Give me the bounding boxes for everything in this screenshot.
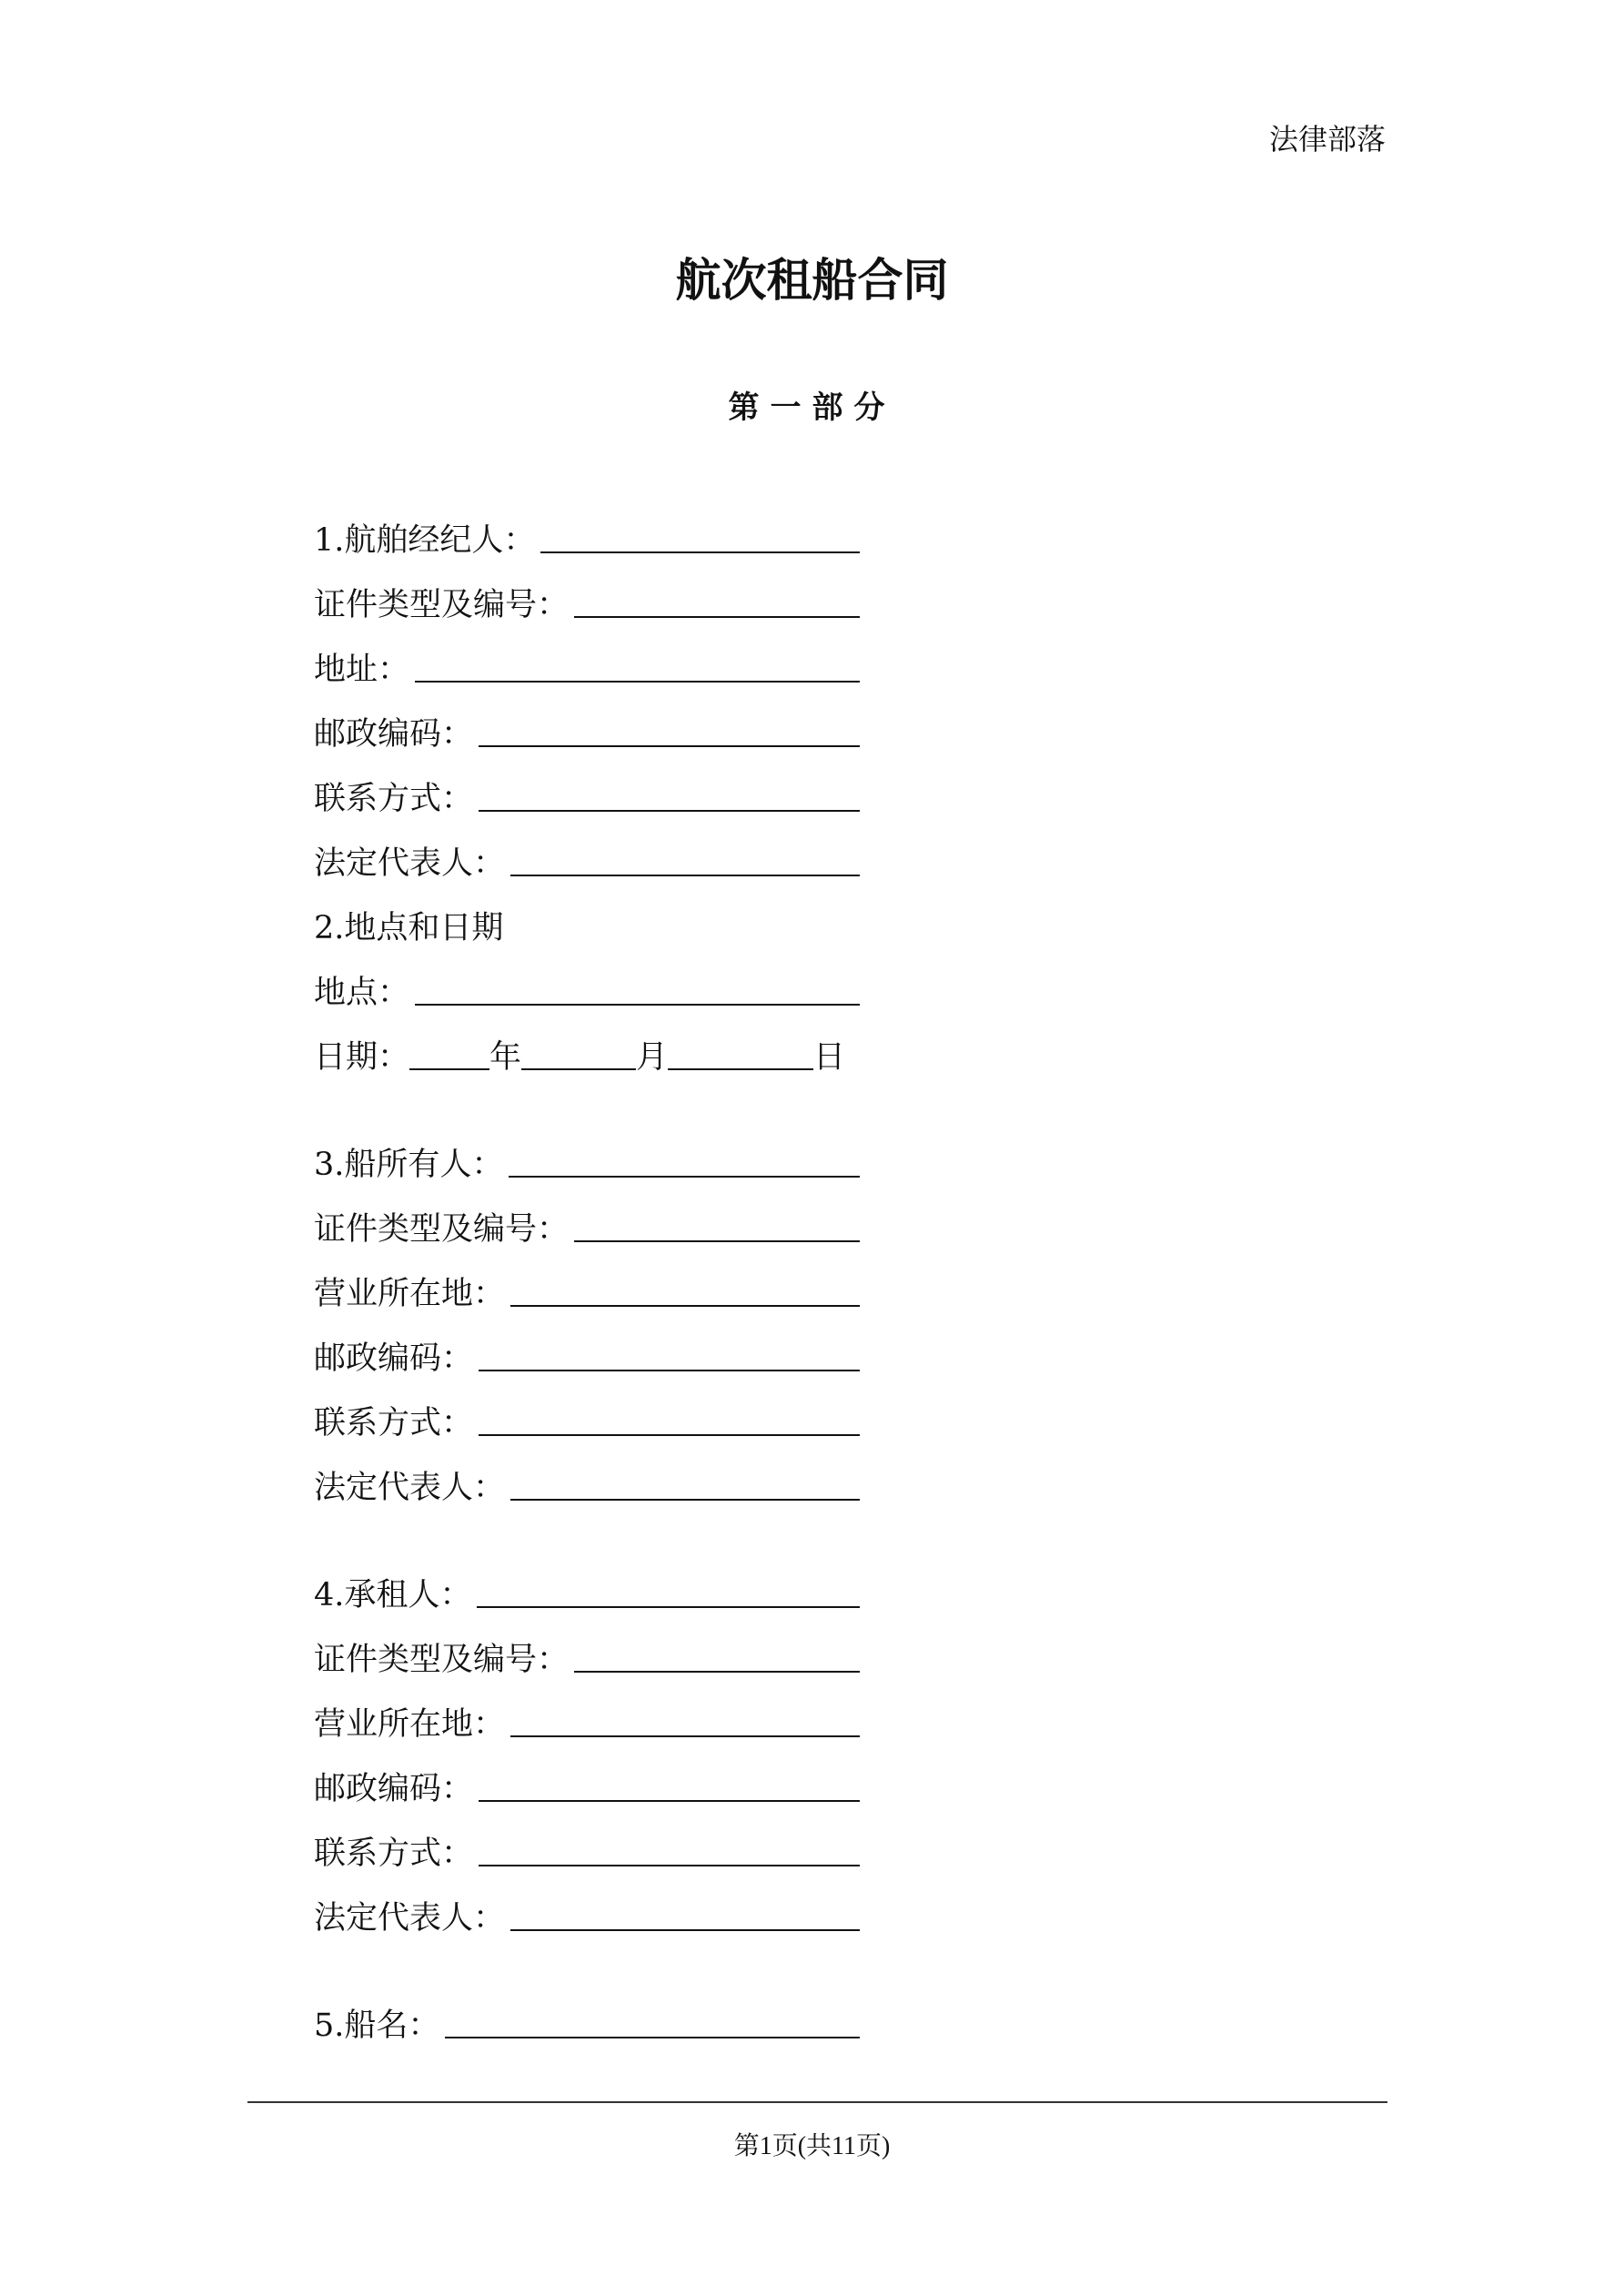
charterer-postcode-row <box>314 1745 860 1809</box>
broker-id-blank[interactable] <box>574 616 860 618</box>
broker-rep-blank[interactable] <box>510 875 860 876</box>
contract-form <box>314 496 860 2046</box>
year-label: 年 <box>489 1039 522 1076</box>
charterer-rep-blank[interactable] <box>510 1929 860 1931</box>
ship-name-blank[interactable] <box>445 2037 860 2038</box>
owner-postcode-row <box>314 1314 860 1379</box>
date-label: 日期： <box>314 1039 410 1076</box>
owner-address-row <box>314 1249 860 1314</box>
owner-id-row <box>314 1185 860 1249</box>
document-title: 航次租船合同 <box>675 254 949 307</box>
charterer-blank[interactable] <box>477 1606 860 1608</box>
header-brand: 法律部落 <box>1268 122 1386 157</box>
charterer-id-label: 证件类型及编号： <box>314 1642 570 1678</box>
page-number: 第1页(共11页) <box>733 2132 891 2160</box>
broker-rep-label: 法定代表人： <box>314 845 506 882</box>
broker-postcode-row <box>314 690 860 754</box>
charterer-rep-row <box>314 1874 860 1938</box>
month-label: 月 <box>636 1039 669 1076</box>
ship-name-row <box>314 1981 860 2046</box>
day-label: 日 <box>813 1039 846 1076</box>
broker-contact-row <box>314 754 860 819</box>
owner-rep-label: 法定代表人： <box>314 1470 506 1506</box>
owner-row <box>314 1120 860 1185</box>
broker-row <box>314 496 860 561</box>
broker-address-row <box>314 625 860 690</box>
charterer-address-label: 营业所在地： <box>314 1706 506 1743</box>
broker-rep-row <box>314 819 860 884</box>
owner-contact-label: 联系方式： <box>314 1405 474 1441</box>
owner-rep-blank[interactable] <box>510 1499 860 1501</box>
owner-postcode-label: 邮政编码： <box>314 1340 474 1377</box>
date-row <box>314 1013 860 1077</box>
charterer-contact-label: 联系方式： <box>314 1836 474 1872</box>
charterer-contact-blank[interactable] <box>479 1865 860 1866</box>
month-blank[interactable] <box>521 1068 636 1070</box>
place-date-heading-row <box>314 884 860 948</box>
charterer-label: 4.承租人： <box>314 1577 472 1613</box>
place-label: 地点： <box>314 975 410 1011</box>
place-date-heading: 2.地点和日期 <box>314 910 504 946</box>
broker-contact-label: 联系方式： <box>314 781 474 817</box>
owner-id-blank[interactable] <box>574 1240 860 1242</box>
year-blank[interactable] <box>409 1068 489 1070</box>
owner-address-blank[interactable] <box>510 1305 860 1307</box>
ship-name-label: 5.船名： <box>314 2008 440 2044</box>
charterer-contact-row <box>314 1809 860 1874</box>
part-title: 第一部分 <box>728 389 896 426</box>
charterer-address-blank[interactable] <box>510 1735 860 1737</box>
owner-address-label: 营业所在地： <box>314 1276 506 1312</box>
place-row <box>314 948 860 1013</box>
place-blank[interactable] <box>415 1004 860 1006</box>
broker-postcode-label: 邮政编码： <box>314 716 474 753</box>
charterer-postcode-blank[interactable] <box>479 1800 860 1802</box>
footer-divider <box>247 2101 1387 2103</box>
charterer-address-row <box>314 1680 860 1745</box>
charterer-row <box>314 1551 860 1615</box>
broker-id-label: 证件类型及编号： <box>314 587 570 623</box>
broker-id-row <box>314 561 860 625</box>
owner-id-label: 证件类型及编号： <box>314 1211 570 1248</box>
charterer-postcode-label: 邮政编码： <box>314 1771 474 1807</box>
broker-contact-blank[interactable] <box>479 810 860 812</box>
owner-contact-row <box>314 1379 860 1443</box>
broker-label: 1.航舶经纪人： <box>314 522 536 559</box>
owner-blank[interactable] <box>509 1176 860 1178</box>
broker-address-blank[interactable] <box>415 681 860 683</box>
charterer-id-blank[interactable] <box>574 1671 860 1673</box>
owner-label: 3.船所有人： <box>314 1147 504 1183</box>
broker-postcode-blank[interactable] <box>479 745 860 747</box>
owner-postcode-blank[interactable] <box>479 1370 860 1371</box>
broker-address-label: 地址： <box>314 652 410 688</box>
owner-contact-blank[interactable] <box>479 1434 860 1436</box>
charterer-id-row <box>314 1615 860 1680</box>
owner-rep-row <box>314 1443 860 1508</box>
broker-blank[interactable] <box>540 551 860 553</box>
charterer-rep-label: 法定代表人： <box>314 1900 506 1937</box>
day-blank[interactable] <box>668 1068 813 1070</box>
